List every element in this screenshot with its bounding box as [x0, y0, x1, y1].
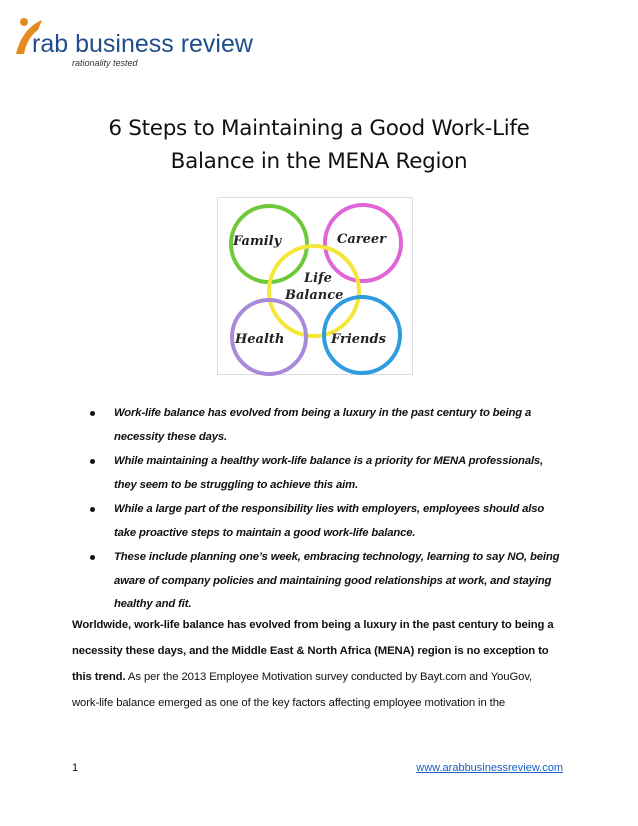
logo-brand-text: rab business review — [32, 30, 253, 58]
body-bold-line: this trend. — [72, 671, 126, 683]
career-label: Career — [337, 232, 387, 247]
footer-website-link[interactable]: www.arabbusinessreview.com — [416, 762, 563, 774]
bullet-dot-icon — [90, 411, 95, 416]
bullet-dot-icon — [90, 459, 95, 464]
bullet-line: healthy and fit. — [114, 598, 192, 610]
bullet-item — [88, 402, 568, 449]
bullet-dot-icon — [90, 555, 95, 560]
bullet-line: While a large part of the responsibility lies with employers, employees should also — [114, 503, 545, 515]
bullet-line: These include planning one’s week, embracing technology, learning to say NO, being — [114, 551, 560, 563]
bullet-line: While maintaining a healthy work-life balance is a priority for MENA professionals, — [114, 455, 544, 467]
body-bold-line: Worldwide, work-life balance has evolved from being a luxury in the past century to being a — [72, 619, 554, 631]
brand-logo — [8, 8, 253, 70]
health-label: Health — [235, 332, 285, 347]
body-bold-line: necessity these days, and the Middle East & North Africa (MENA) region is no exception to — [72, 645, 549, 657]
body-line: work-life balance emerged as one of the key factors affecting employee motivation in the — [72, 697, 506, 709]
bullet-line: aware of company policies and maintaining good relationships at work, and staying — [114, 574, 552, 587]
bullet-item — [88, 450, 568, 497]
document-title — [60, 112, 578, 178]
life-balance-diagram — [217, 197, 413, 375]
body-paragraph — [72, 612, 566, 716]
logo-tagline: rationality tested — [72, 58, 138, 68]
friends-label: Friends — [331, 332, 386, 347]
bullet-line: they seem to be struggling to achieve this aim. — [114, 478, 359, 491]
body-line: As per the 2013 Employee Motivation survey conducted by Bayt.com and YouGov, — [125, 671, 533, 683]
title-line-2: Balance in the MENA Region — [170, 149, 468, 174]
bullet-dot-icon — [90, 507, 95, 512]
page-number: 1 — [72, 762, 79, 774]
title-line-1: 6 Steps to Maintaining a Good Work-Life — [108, 116, 530, 141]
center-label-line-1: Life — [304, 271, 332, 286]
bullet-item — [88, 546, 568, 617]
center-label-line-2: Balance — [285, 288, 344, 303]
bullet-line: take proactive steps to maintain a good work-life balance. — [114, 526, 416, 539]
summary-bullet-list — [88, 402, 568, 618]
bullet-line: necessity these days. — [114, 430, 228, 443]
family-label: Family — [233, 234, 282, 249]
bullet-line: Work-life balance has evolved from being a luxury in the past century to being a — [114, 407, 532, 419]
bullet-item — [88, 498, 568, 545]
